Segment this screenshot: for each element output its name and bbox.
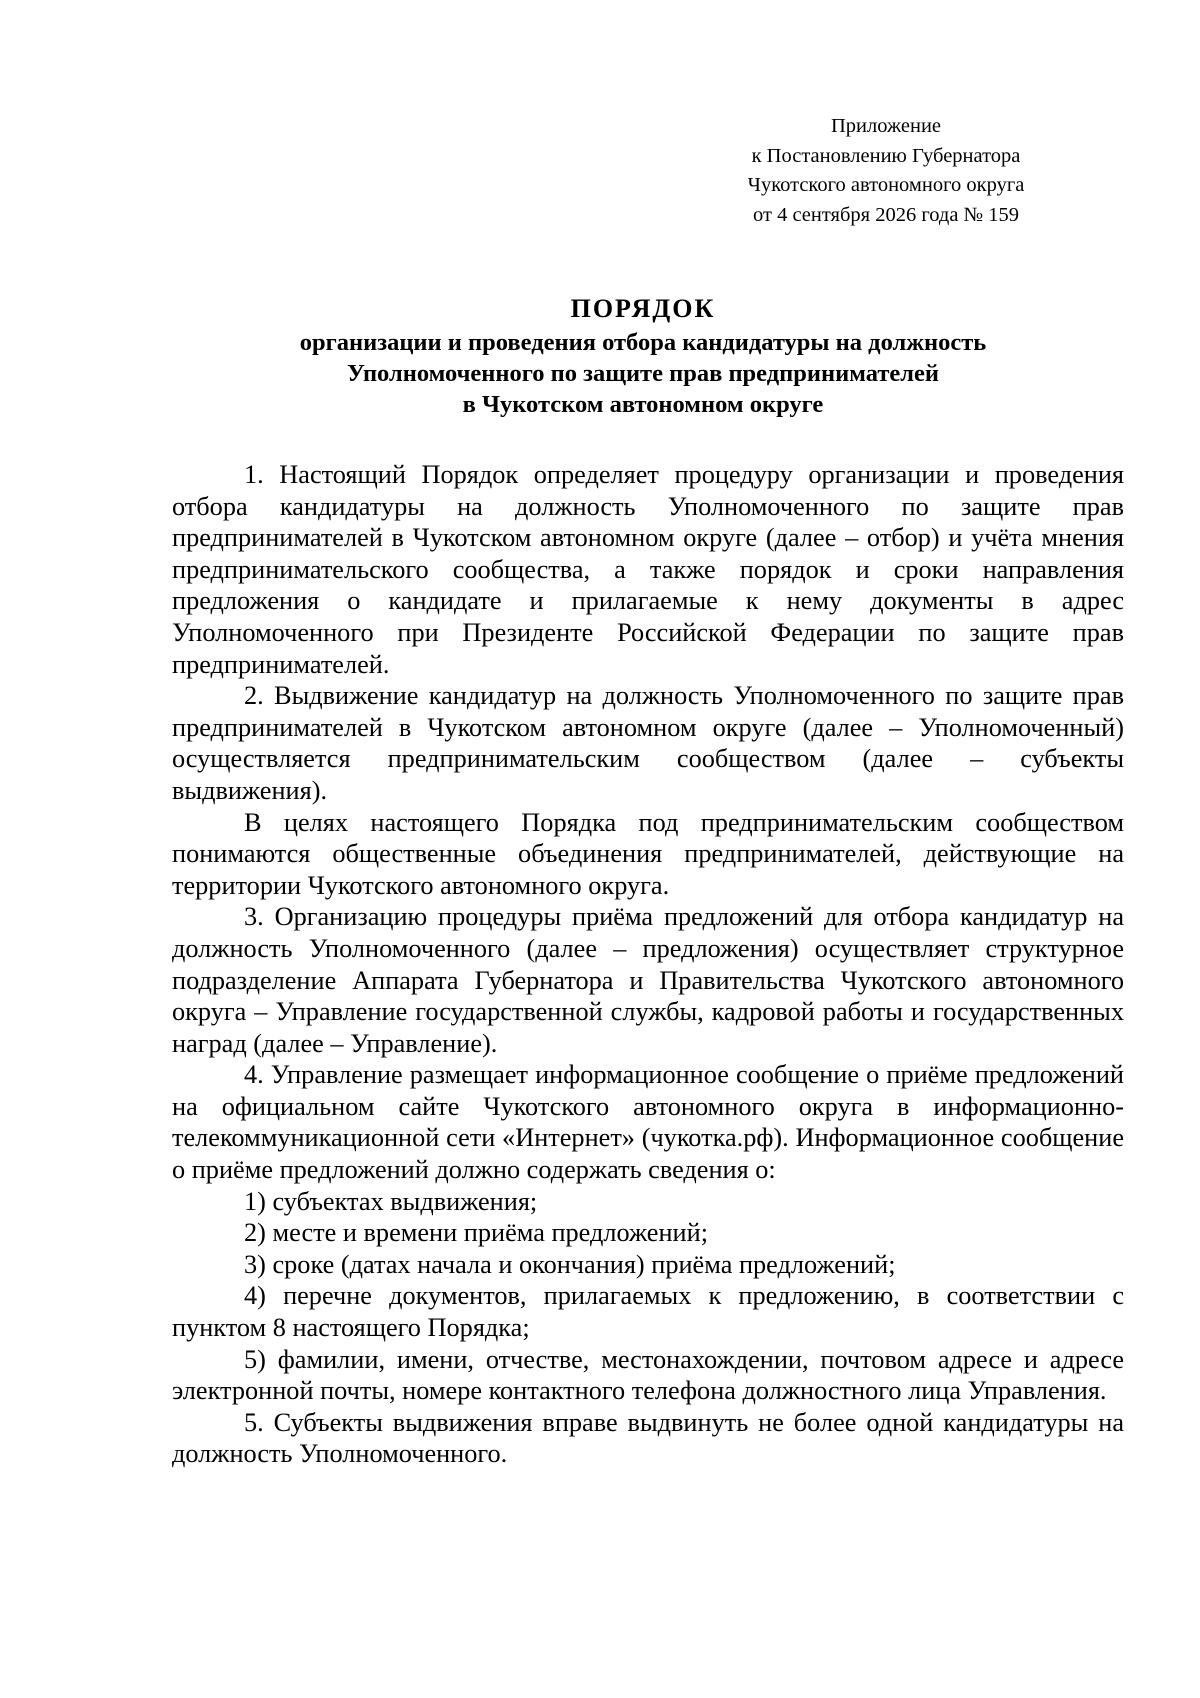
list-item-2: 2) месте и времени приёма предложений; xyxy=(244,1218,709,1248)
list-item-1: 1) субъектах выдвижения; xyxy=(244,1186,538,1216)
attachment-line-2: к Постановлению Губернатора xyxy=(751,144,1021,167)
paragraph-6: 5. Субъекты выдвижения вправе выдвинуть не более одной кандидатуры на должность Уполномоченного. xyxy=(172,1407,1124,1469)
list-item-4: 4) перечне документов, прилагаемых к предложению, в соответствии с пунктом 8 настоящего Порядка; xyxy=(172,1281,1124,1343)
list-item-3: 3) сроке (датах начала и окончания) приёма предложений; xyxy=(244,1249,896,1279)
attachment-line-4: от 4 сентября 2026 года № 159 xyxy=(753,203,1019,226)
attachment-line-1: Приложение xyxy=(830,115,942,137)
document-title xyxy=(160,294,1126,420)
attachment-note xyxy=(700,112,1072,230)
title-line-1: организации и проведения отбора кандидатуры на должность xyxy=(299,329,987,356)
title-line-2: Уполномоченного по защите прав предпринимателей xyxy=(346,360,940,387)
paragraph-4: 3. Организацию процедуры приёма предложений для отбора кандидатур на должность Уполномоченного (далее – предложения) осуществляет структурное подразделение Аппарата Губернатора и Правительства Чукотского автономного округа – Управление государственной службы, кадровой работы и государственных наград (далее – Управление). xyxy=(172,902,1124,1058)
attachment-line-3: Чукотского автономного округа xyxy=(747,174,1025,196)
paragraph-3: В целях настоящего Порядка под предпринимательским сообществом понимаются общественные объединения предпринимателей, действующие на территории Чукотского автономного округа. xyxy=(172,807,1124,900)
paragraph-5: 4. Управление размещает информационное сообщение о приёме предложений на официальном сайте Чукотского автономного округа в информационно-телекоммуникационной сети «Интернет» (чукотка.рф). Информационное сообщение о приёме предложений должно содержать сведения о: xyxy=(172,1060,1124,1185)
document-body xyxy=(172,459,1124,1470)
list-item-5: 5) фамилии, имени, отчестве, местонахождении, почтовом адресе и адресе электронной почты, номере контактного телефона должностного лица Управления. xyxy=(172,1344,1124,1406)
paragraph-2: 2. Выдвижение кандидатур на должность Уполномоченного по защите прав предпринимателей в Чукотском автономном округе (далее – Уполномоченный) осуществляется предпринимательским сообществом (далее – субъекты выдвижения). xyxy=(172,681,1124,805)
paragraph-1: 1. Настоящий Порядок определяет процедуру организации и проведения отбора кандидатуры на должность Уполномоченного по защите прав предпринимателей в Чукотском автономном округе (далее – отбор) и учёта мнения предпринимательского сообщества, а также порядок и сроки направления предложения о кандидате и прилагаемые к нему документы в адрес Уполномоченного при Президенте Российской Федерации по защите прав предпринимателей. xyxy=(172,460,1124,679)
title-line-3: в Чукотском автономном округе xyxy=(462,391,824,418)
title-main: ПОРЯДОК xyxy=(570,294,716,323)
